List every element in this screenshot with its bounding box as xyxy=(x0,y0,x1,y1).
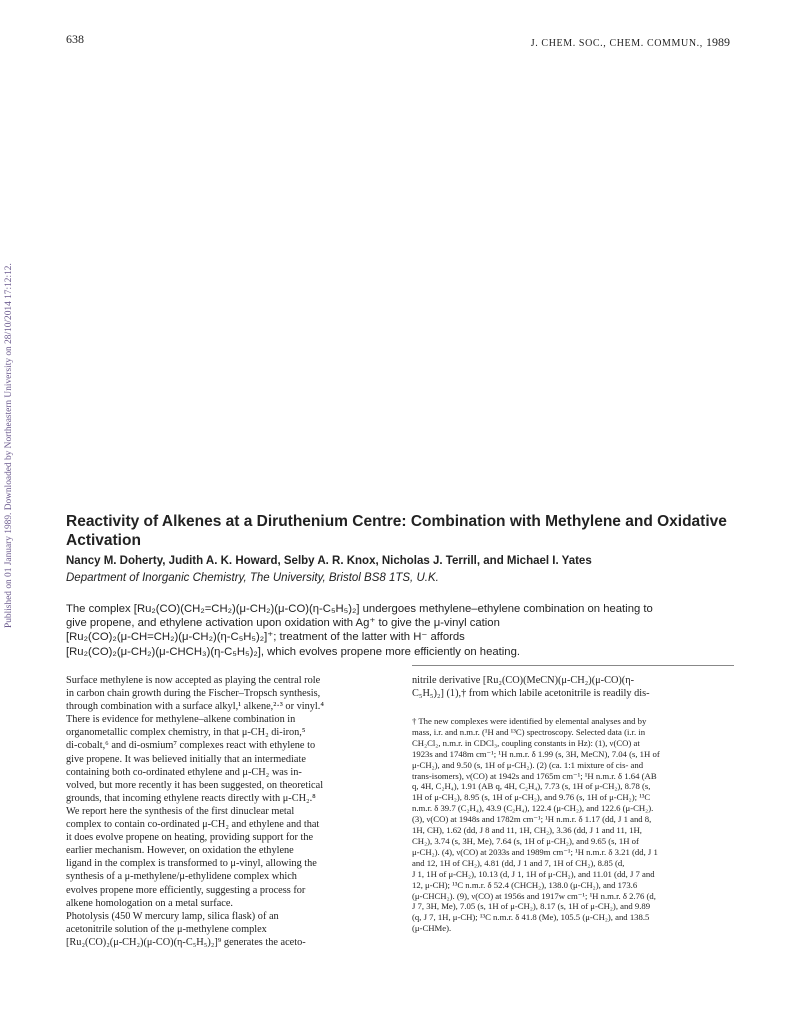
abstract-divider xyxy=(412,665,734,666)
body-line: synthesis of a μ-methylene/μ-ethylidene complex which xyxy=(66,871,297,883)
body-line: through combination with a surface alkyl,¹ alkene,²·³ or vinyl.⁴ xyxy=(66,701,324,713)
footnote-line: (3), ν(CO) at 1948s and 1782m cm⁻¹; ¹H n.m.r. δ 1.17 (dd, J 1 and 8, xyxy=(412,814,652,825)
abstract-line: give propene, and ethylene activation upon oxidation with Ag⁺ to give the μ-vinyl cation xyxy=(66,617,500,630)
body-line: it does evolve propene on heating, providing support for the xyxy=(66,832,314,844)
journal-name: J. CHEM. SOC., CHEM. COMMUN., xyxy=(530,38,703,49)
side-note-text: Published on 01 January 1989. Downloaded by Northeastern University on 28/10/2014 17:12:12. xyxy=(4,263,14,628)
footnote-line: † The new complexes were identified by elemental analyses and by xyxy=(412,716,647,726)
author-list: Nancy M. Doherty, Judith A. K. Howard, Selby A. R. Knox, Nicholas J. Terrill, and Michael I. Yates xyxy=(66,555,592,567)
footnote xyxy=(412,716,734,934)
body-line: give propene. It was believed initially that an intermediate xyxy=(66,753,306,765)
footnote-line: (q, J 7, 1H, μ-CH); ¹³C n.m.r. δ 41.8 (Me), 105.5 (μ-CH₂), and 138.5 xyxy=(412,912,650,923)
footnote-line: J 7, 3H, Me), 7.05 (s, 1H of μ-CH₂), 8.17 (s, 1H of μ-CH₂), and 9.89 xyxy=(412,901,651,912)
footnote-line: 1H of μ-CH₂), 8.95 (s, 1H of μ-CH₂), and 9.76 (s, 1H of μ-CH₂); ¹³C xyxy=(412,792,651,803)
journal-header xyxy=(531,35,730,50)
footnote-line: J 1, 1H of μ-CH₂), 10.13 (d, J 1, 1H of μ-CH₂), and 11.01 (dd, J 7 and xyxy=(412,868,655,879)
footnote-line: CH₂), 3.74 (s, 3H, Me), 7.64 (s, 1H of μ-CH₂), and 9.65 (s, 1H of xyxy=(412,835,639,846)
body-line: We report here the synthesis of the first dinuclear metal xyxy=(66,805,295,817)
footnote-line: 1923s and 1748m cm⁻¹; ¹H n.m.r. δ 1.99 (s, 3H, MeCN), 7.04 (s, 1H of xyxy=(412,748,660,759)
abstract xyxy=(66,602,734,659)
body-line: volved, but more recently it has been suggested, on theoretical xyxy=(66,779,324,791)
footnote-line: μ-CH₂), and 9.50 (s, 1H of μ-CH₂). (2) (ca. 1:1 mixture of cis- and xyxy=(412,759,644,770)
footnote-line: CH₂Cl₂, n.m.r. in CDCl₃, coupling constants in Hz): (1), ν(CO) at xyxy=(412,737,640,748)
footnote-line: (μ-CHCH₂). (9), ν(CO) at 1956s and 1917w cm⁻¹; ¹H n.m.r. δ 2.76 (d, xyxy=(412,890,656,901)
footnote-line: and 12, 1H of CH₂), 4.81 (dd, J 1 and 7, 1H of CH₂), 8.85 (d, xyxy=(412,857,625,868)
footnote-line: n.m.r. δ 39.7 (C₂H₄), 43.9 (C₂H₄), 122.4 (μ-CH₂), and 122.6 (μ-CH₂). xyxy=(412,803,654,814)
body-line: earlier mechanism. However, on oxidation the ethylene xyxy=(66,845,294,857)
footnote-line: 1H, CH), 1.62 (dd, J 8 and 11, 1H, CH₂), 3.36 (dd, J 1 and 11, 1H, xyxy=(412,825,642,836)
body-line: [Ru₂(CO)₂(μ-CH₂)(μ-CO)(η-C₅H₅)₂]⁹ generates the aceto- xyxy=(66,936,306,948)
journal-year: 1989 xyxy=(706,35,730,49)
body-line: ligand in the complex is transformed to μ-vinyl, allowing the xyxy=(66,858,317,870)
body-line: in carbon chain growth during the Fischer–Tropsch synthesis, xyxy=(66,688,321,700)
body-line: acetonitrile solution of the μ-methylene complex xyxy=(66,923,267,935)
body-line: There is evidence for methylene–alkene combination in xyxy=(66,714,296,726)
body-left-column xyxy=(66,674,388,949)
body-line: complex to contain co-ordinated μ-CH₂ and ethylene and that xyxy=(66,819,320,831)
body-line: containing both co-ordinated ethylene and μ-CH₂ was in- xyxy=(66,766,302,778)
footnote-line: 12, μ-CH); ¹³C n.m.r. δ 52.4 (CHCH₂), 138.0 (μ-CH₂), and 173.6 xyxy=(412,879,638,890)
body-line: C₅H₅)₂] (1),† from which labile acetonitrile is readily dis- xyxy=(412,688,650,700)
article-title: Reactivity of Alkenes at a Diruthenium Centre: Combination with Methylene and Oxidative Activation xyxy=(66,513,727,549)
affiliation: Department of Inorganic Chemistry, The University, Bristol BS8 1TS, U.K. xyxy=(66,572,439,584)
side-download-note xyxy=(4,208,18,628)
page-number: 638 xyxy=(66,32,84,46)
abstract-line: [Ru₂(CO)₂(μ-CH₂)(μ-CHCH₃)(η-C₅H₅)₂], which evolves propene more efficiently on heating. xyxy=(66,645,520,658)
abstract-line: [Ru₂(CO)₂(μ-CH=CH₂)(μ-CH₂)(η-C₅H₅)₂]⁺; treatment of the latter with H⁻ affords xyxy=(66,631,465,644)
abstract-line: The complex [Ru₂(CO)(CH₂=CH₂)(μ-CH₂)(μ-CO)(η-C₅H₅)₂] undergoes methylene–ethylene combination on heating to xyxy=(66,603,653,615)
body-line: di-cobalt,⁶ and di-osmium⁷ complexes react with ethylene to xyxy=(66,740,316,752)
footnote-line: mass, i.r. and n.m.r. (¹H and ¹³C) spectroscopy. Selected data (i.r. in xyxy=(412,726,646,737)
body-line: Photolysis (450 W mercury lamp, silica flask) of an xyxy=(66,910,279,922)
body-line: organometallic complex chemistry, in that μ-CH₂ di-iron,⁵ xyxy=(66,727,306,739)
footnote-line: μ-CH₂). (4), ν(CO) at 2033s and 1989m cm⁻¹; ¹H n.m.r. δ 3.21 (dd, J 1 xyxy=(412,846,658,857)
footnote-line: q, 4H, C₂H₄), 1.91 (AB q, 4H, C₂H₄), 7.73 (s, 1H of μ-CH₂), 8.78 (s, xyxy=(412,781,651,792)
body-line: Surface methylene is now accepted as playing the central role xyxy=(66,675,321,686)
body-line: alkene homologation on a metal surface. xyxy=(66,897,233,909)
body-line: evolves propene more efficiently, suggesting a process for xyxy=(66,884,306,896)
footnote-line: trans-isomers), ν(CO) at 1942s and 1765m cm⁻¹; ¹H n.m.r. δ 1.64 (AB xyxy=(412,770,657,781)
body-line: nitrile derivative [Ru₂(CO)(MeCN)(μ-CH₂)(μ-CO)(η- xyxy=(412,675,635,686)
body-right-column xyxy=(412,674,734,700)
footnote-line: (μ-CHMe). xyxy=(412,923,452,934)
body-line: grounds, that incoming ethylene reacts directly with μ-CH₂.⁸ xyxy=(66,792,316,804)
